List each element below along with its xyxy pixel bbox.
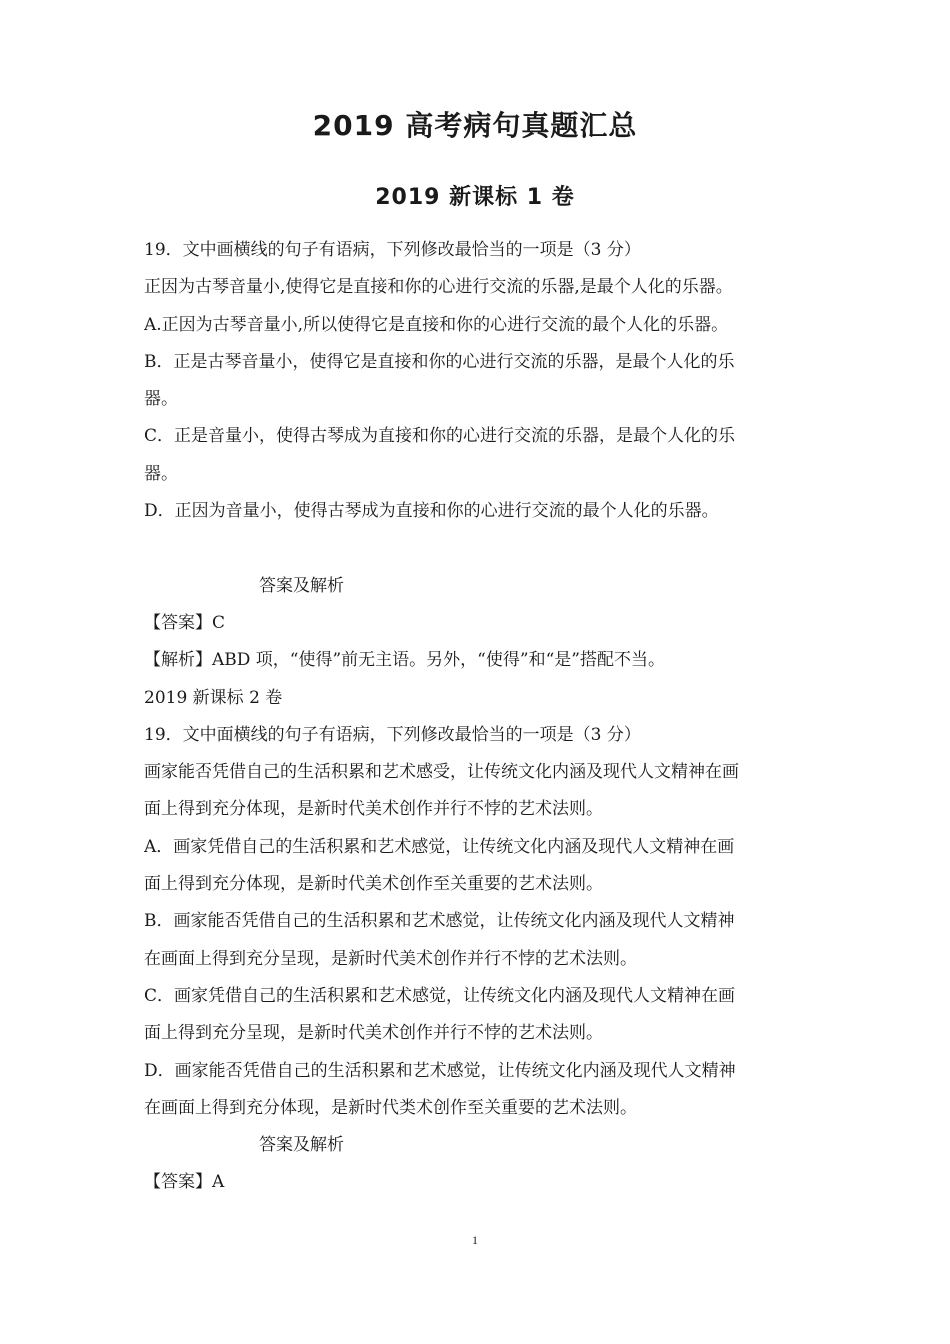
section-2-heading: 2019 新课标 2 卷	[144, 687, 283, 708]
option-d: D．正因为音量小，使得古琴成为直接和你的心进行交流的最个人化的乐器。	[144, 501, 719, 522]
question-19-sentence-line-2: 面上得到充分体现，是新时代美术创作并行不悖的艺术法则。	[144, 799, 603, 820]
option-b-line-2: 在画面上得到充分呈现，是新时代美术创作并行不悖的艺术法则。	[144, 948, 637, 969]
blank-line	[144, 530, 810, 567]
option-d-line-1: D．画家能否凭借自己的生活积累和艺术感觉，让传统文化内涵及现代人文精神	[144, 1060, 736, 1081]
option-a: A.正因为古琴音量小,所以使得它是直接和你的心进行交流的最个人化的乐器。	[144, 314, 729, 335]
option-c-line-2: 面上得到充分呈现，是新时代美术创作并行不悖的艺术法则。	[144, 1023, 603, 1044]
question-19-prompt: 19．文中画横线的句子有语病，下列修改最恰当的一项是（3 分）	[144, 240, 641, 260]
option-b-line-1: B．画家能否凭借自己的生活积累和艺术感觉，让传统文化内涵及现代人文精神	[144, 911, 735, 932]
page-title: 2019 高考病句真题汇总	[312, 109, 638, 142]
answer: 【答案】A	[144, 1172, 225, 1193]
answer-heading: 答案及解析	[259, 575, 344, 596]
document-body	[144, 232, 810, 1202]
section-1-heading: 2019 新课标 1 卷	[375, 185, 575, 210]
question-19-prompt: 19．文中面横线的句子有语病，下列修改最恰当的一项是（3 分）	[144, 724, 641, 745]
option-b-line-1: B．正是古琴音量小，使得它是直接和你的心进行交流的乐器，是最个人化的乐	[144, 351, 735, 372]
page-number: 1	[472, 1233, 478, 1247]
answer-heading: 答案及解析	[259, 1135, 344, 1156]
option-c-line-1: C．画家凭借自己的生活积累和艺术感觉，让传统文化内涵及现代人文精神在画	[144, 985, 736, 1006]
option-c-line-1: C．正是音量小，使得古琴成为直接和你的心进行交流的乐器，是最个人化的乐	[144, 426, 736, 447]
analysis: 【解析】ABD 项，“使得”前无主语。另外，“使得”和“是”搭配不当。	[144, 650, 665, 671]
question-19-sentence-line-1: 画家能否凭借自己的生活积累和艺术感受，让传统文化内涵及现代人文精神在画	[144, 762, 739, 783]
option-b-line-2: 器。	[144, 389, 178, 410]
option-c-line-2: 器。	[144, 463, 178, 484]
question-19-sentence: 正因为古琴音量小,使得它是直接和你的心进行交流的乐器,是最个人化的乐器。	[144, 277, 733, 298]
option-d-line-2: 在画面上得到充分体现，是新时代类术创作至关重要的艺术法则。	[144, 1097, 637, 1118]
answer: 【答案】C	[144, 612, 226, 633]
option-a-line-1: A．画家凭借自己的生活积累和艺术感觉，让传统文化内涵及现代人文精神在画	[144, 836, 735, 857]
option-a-line-2: 面上得到充分体现，是新时代美术创作至关重要的艺术法则。	[144, 874, 603, 895]
